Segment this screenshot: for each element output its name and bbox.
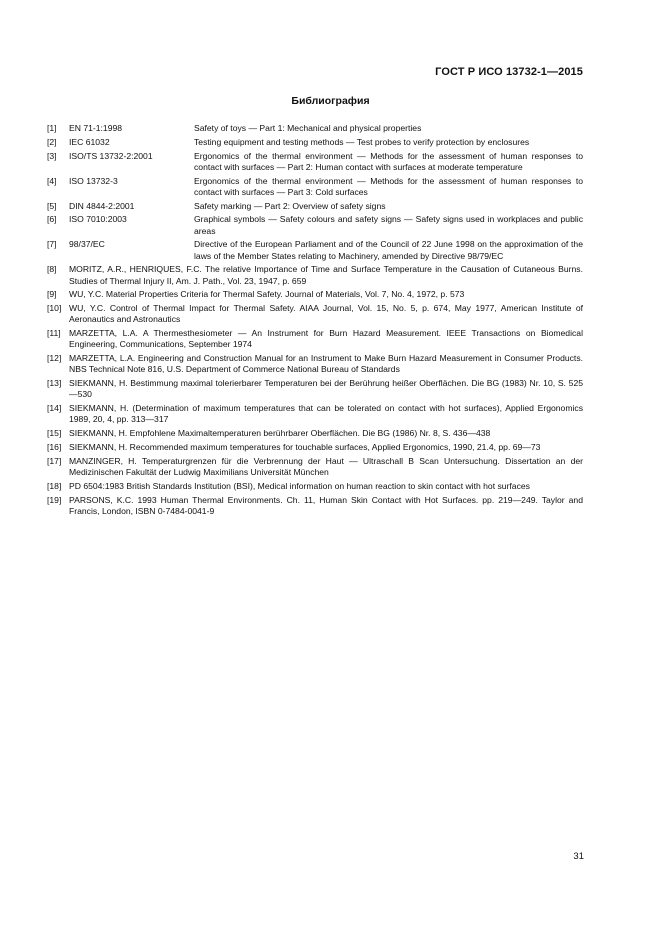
reference-item: [47, 123, 583, 134]
reference-item: [47, 289, 583, 300]
reference-item: [47, 328, 583, 350]
reference-text: SIEKMANN, H. (Determination of maximum temperatures that can be tolerated on contact with hot surfaces), Applied Ergonomics 1989, 20, 4, pp. 313—317: [69, 403, 583, 425]
reference-number: [5]: [47, 200, 57, 211]
reference-item: [47, 353, 583, 375]
reference-number: [15]: [47, 428, 62, 439]
reference-code: ISO 7010:2003: [69, 214, 127, 225]
reference-item: [47, 264, 583, 286]
reference-text: WU, Y.C. Control of Thermal Impact for Thermal Safety. AIAA Journal, Vol. 15, No. 5, p. 674, May 1977, American Institute of Aeronautics and Astronautics: [69, 303, 583, 325]
reference-text: SIEKMANN, H. Recommended maximum temperatures for touchable surfaces, Applied Ergonomics, 1990, 21.4, pp. 69—73: [69, 441, 541, 452]
reference-number: [12]: [47, 353, 62, 364]
bibliography-list: [47, 123, 583, 520]
reference-item: [47, 137, 583, 148]
reference-description: Testing equipment and testing methods — Test probes to verify protection by enclosures: [194, 136, 530, 147]
reference-number: [7]: [47, 239, 57, 250]
reference-description: Graphical symbols — Safety colours and safety signs — Safety signs used in workplaces and public areas: [194, 214, 583, 236]
reference-item: [47, 214, 583, 236]
reference-item: [47, 151, 583, 173]
bibliography-title: Библиография: [291, 95, 370, 107]
reference-number: [4]: [47, 175, 57, 186]
reference-number: [8]: [47, 264, 57, 275]
reference-number: [9]: [47, 289, 57, 300]
reference-item: [47, 378, 583, 400]
reference-text: MARZETTA, L.A. Engineering and Construction Manual for an Instrument to Make Burn Hazard Measurement in Consumer Products. NBS Technical Note 816, U.S. Department of Commerce National Bureau of Standards: [69, 353, 583, 375]
reference-item: [47, 303, 583, 325]
reference-text: SIEKMANN, H. Bestimmung maximal tolerierbarer Temperaturen bei der Berührung heißer Oberflächen. Die BG (1983) Nr. 10, S. 525—530: [69, 378, 583, 400]
reference-number: [11]: [47, 328, 61, 339]
reference-number: [18]: [47, 480, 62, 491]
reference-description: Safety of toys — Part 1: Mechanical and physical properties: [194, 123, 422, 133]
reference-item: [47, 456, 583, 478]
reference-code: ISO 13732-3: [69, 175, 118, 186]
reference-item: [47, 403, 583, 425]
reference-description: Ergonomics of the thermal environment — Methods for the assessment of human responses to contact with surfaces — Part 2: Human contact with surfaces at moderate temperature: [194, 150, 583, 172]
reference-description: Ergonomics of the thermal environment — Methods for the assessment of human responses to contact with surfaces — Part 3: Cold surfaces: [194, 175, 583, 197]
reference-code: DIN 4844-2:2001: [69, 200, 135, 211]
reference-code: ISO/TS 13732-2:2001: [69, 150, 153, 161]
reference-number: [2]: [47, 136, 57, 147]
reference-number: [17]: [47, 455, 62, 466]
reference-number: [16]: [47, 441, 62, 452]
reference-text: SIEKMANN, H. Empfohlene Maximaltemperaturen berührbarer Oberflächen. Die BG (1986) Nr. 8, S. 436—438: [69, 428, 491, 439]
reference-number: [14]: [47, 403, 62, 414]
reference-text: MANZINGER, H. Temperaturgrenzen für die Verbrennung der Haut — Ultraschall B Scan Untersuchung. Dissertation an der Medizinischen Fakultät der Ludwig Maximilians Universität München: [69, 455, 583, 477]
document-standard-header: ГОСТ Р ИСО 13732-1—2015: [435, 66, 583, 78]
reference-text: MARZETTA, L.A. A Thermesthesiometer — An Instrument for Burn Hazard Measurement. IEEE Transactions on Biomedical Engineering, Communications, September 1974: [69, 328, 583, 350]
reference-text: PD 6504:1983 British Standards Institution (BSI), Medical information on human reaction to skin contact with hot surfaces: [69, 480, 530, 491]
reference-text: MORITZ, A.R., HENRIQUES, F.C. The relative Importance of Time and Surface Temperature in the Causation of Cutaneous Burns. Studies of Thermal Injury II, Am. J. Path., Vol. 23, 1947, p. 659: [69, 264, 583, 286]
reference-number: [3]: [47, 150, 57, 161]
reference-code: EN 71-1:1998: [69, 123, 123, 133]
reference-item: [47, 442, 583, 453]
reference-number: [1]: [47, 123, 57, 133]
reference-item: [47, 201, 583, 212]
reference-text: WU, Y.C. Material Properties Criteria for Thermal Safety. Journal of Materials, Vol. 7, No. 4, 1972, p. 573: [69, 289, 465, 300]
reference-number: [19]: [47, 494, 62, 505]
page-number: 31: [573, 851, 584, 862]
reference-description: Directive of the European Parliament and of the Council of 22 June 1998 on the approximation of the laws of the Member States relating to Machinery, amended by Directive 98/79/EC: [194, 239, 583, 261]
reference-number: [6]: [47, 214, 57, 225]
reference-text: PARSONS, K.C. 1993 Human Thermal Environments. Ch. 11, Human Skin Contact with Hot Surfaces. pp. 219—249. Taylor and Francis, London, ISBN 0-7484-0041-9: [69, 494, 583, 516]
reference-number: [13]: [47, 378, 62, 389]
reference-item: [47, 428, 583, 439]
reference-item: [47, 481, 583, 492]
reference-item: [47, 239, 583, 261]
reference-code: 98/37/EC: [69, 239, 105, 250]
reference-item: [47, 176, 583, 198]
reference-item: [47, 495, 583, 517]
reference-code: IEC 61032: [69, 136, 110, 147]
reference-description: Safety marking — Part 2: Overview of safety signs: [194, 200, 386, 211]
reference-number: [10]: [47, 303, 62, 314]
